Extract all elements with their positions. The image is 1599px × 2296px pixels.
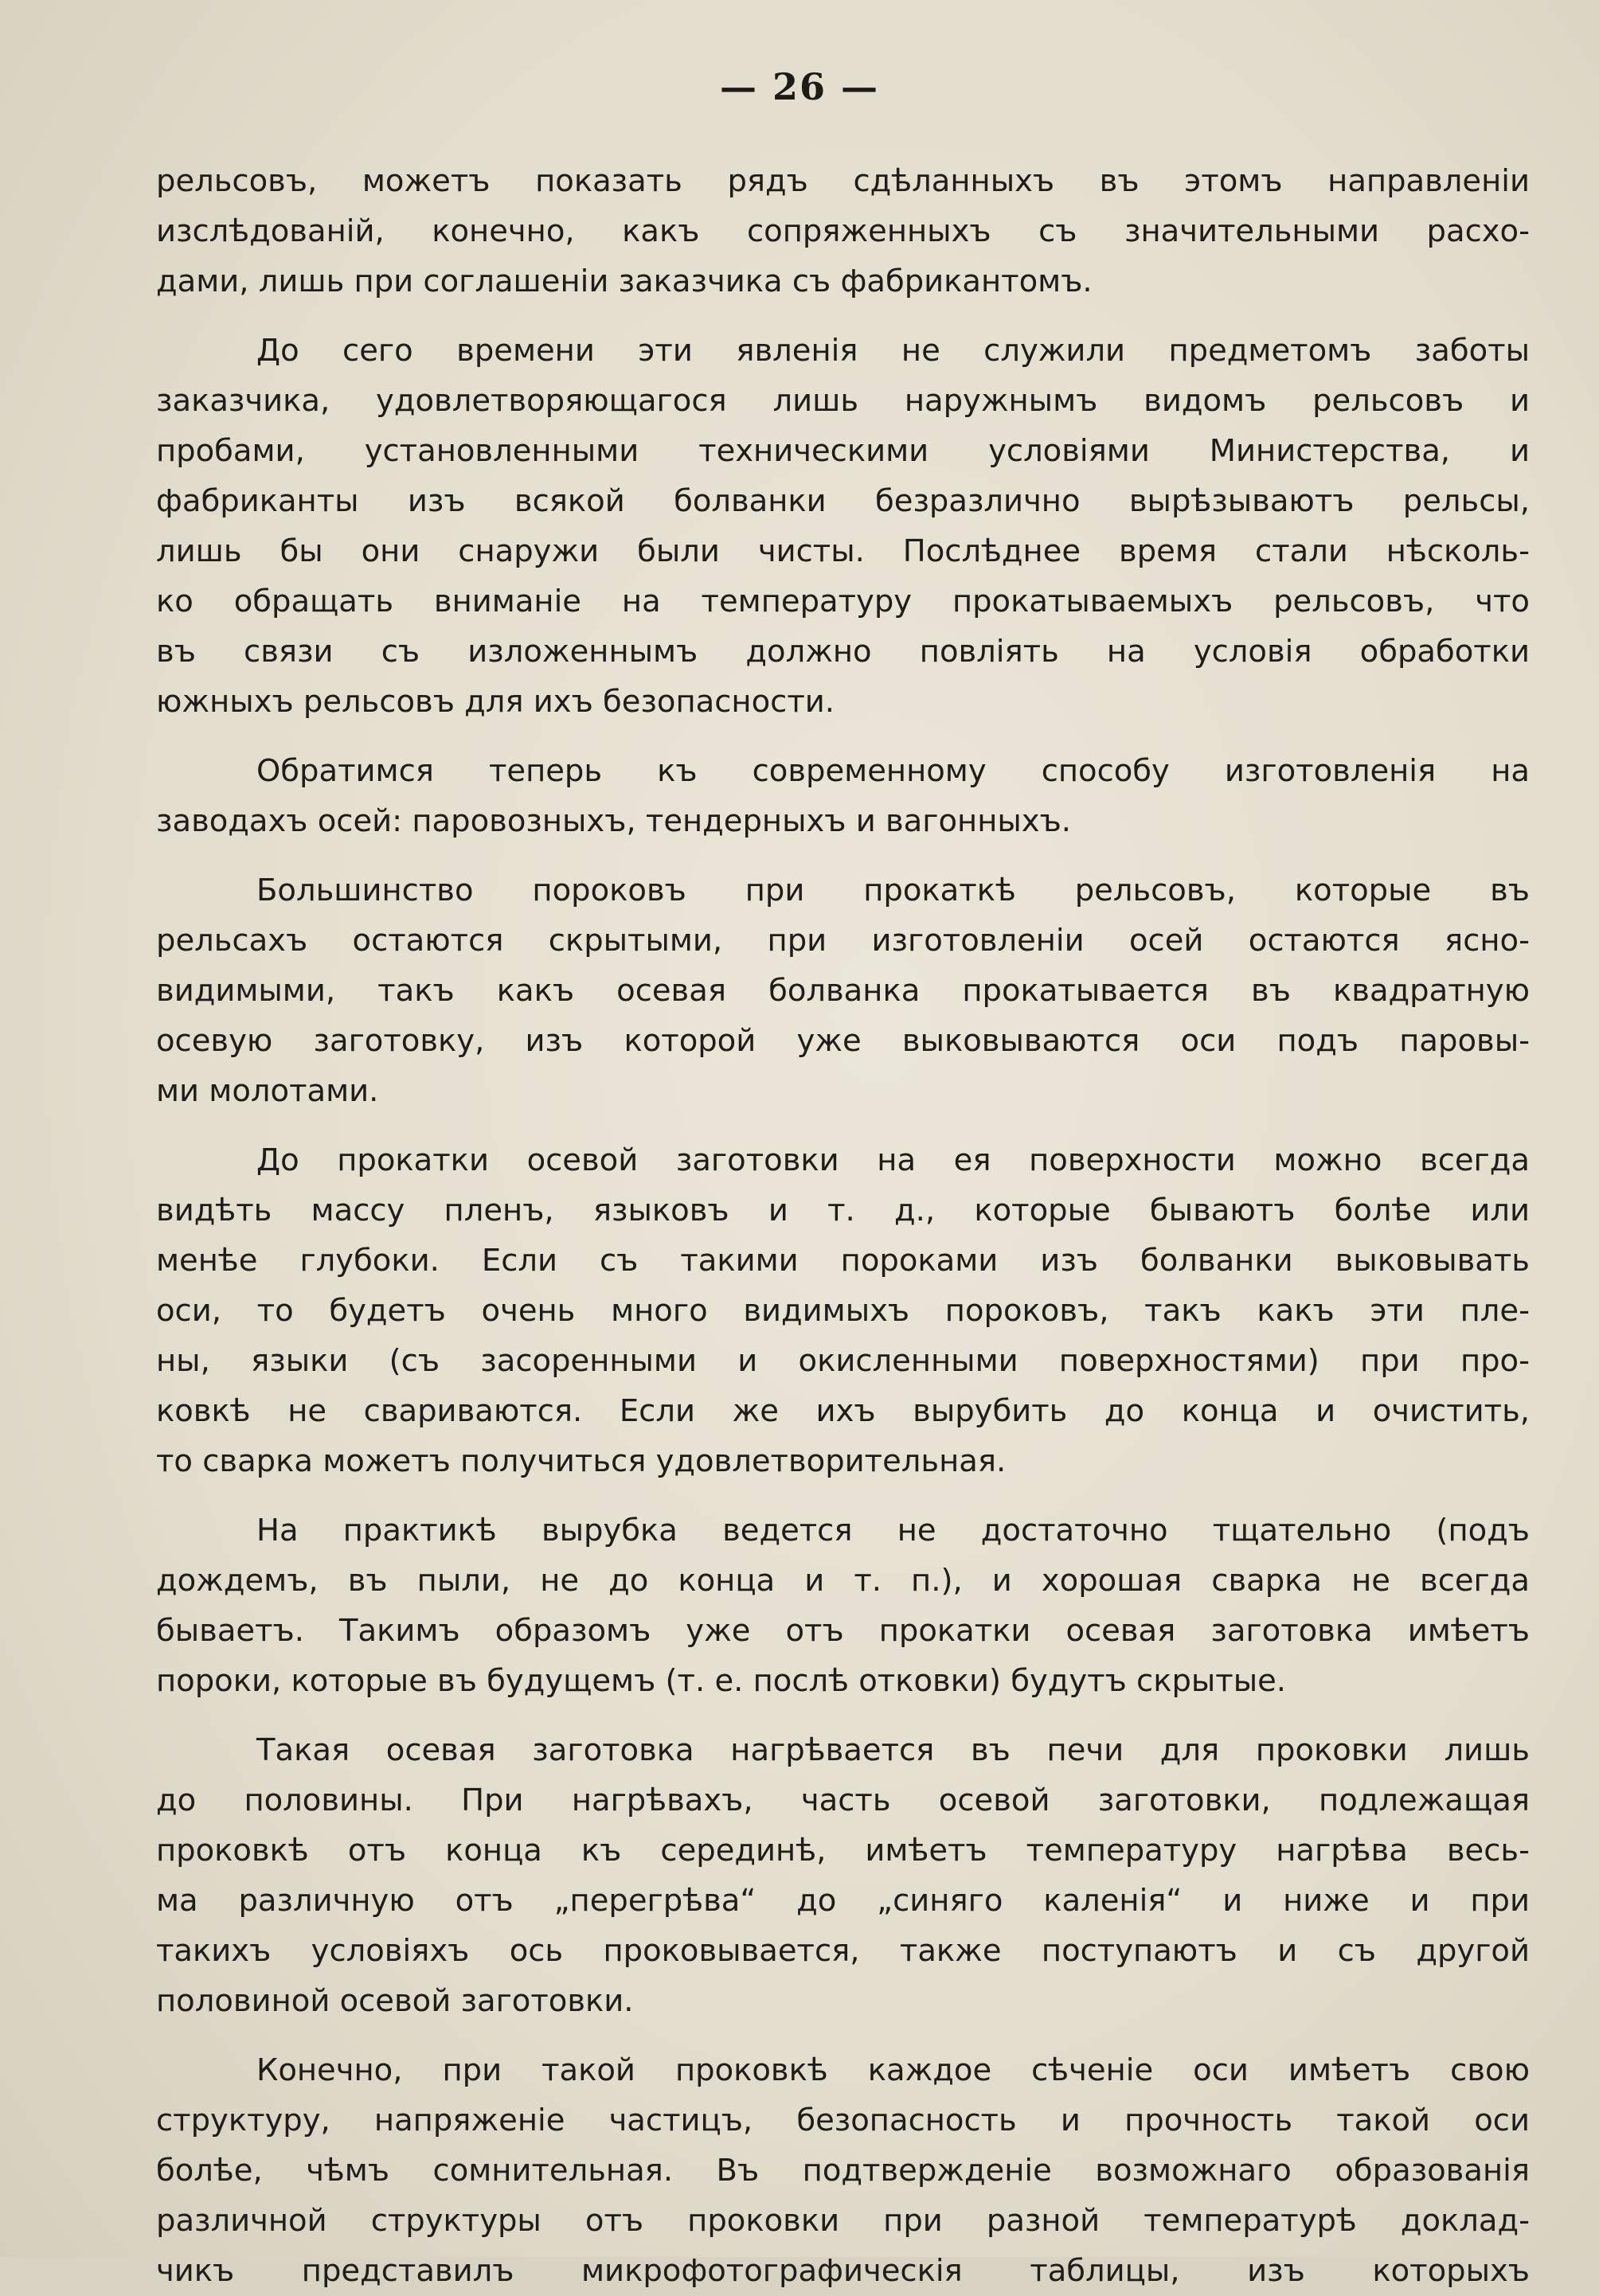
text-line: До сего времени эти явленія не служили предметомъ заботы bbox=[256, 333, 1530, 369]
text-line: дождемъ, въ пыли, не до конца и т. п.), и хорошая сварка не всегда bbox=[156, 1563, 1530, 1599]
paragraph bbox=[156, 1725, 1530, 2026]
text-line: южныхъ рельсовъ для ихъ безопасности. bbox=[156, 684, 835, 720]
text-line: лишь бы они снаружи были чисты. Послѣднее время стали нѣсколь- bbox=[156, 533, 1530, 569]
text-line: различной структуры отъ проковки при разной температурѣ доклад- bbox=[156, 2203, 1530, 2239]
text-line: въ связи съ изложеннымъ должно повліять на условія обработки bbox=[156, 634, 1530, 670]
text-line: До прокатки осевой заготовки на ея поверхности можно всегда bbox=[256, 1142, 1530, 1178]
text-line: ма различную отъ „перегрѣва“ до „синяго каленія“ и ниже и при bbox=[156, 1883, 1530, 1919]
text-line: рельсовъ, можетъ показать рядъ сдѣланныхъ въ этомъ направленіи bbox=[156, 163, 1530, 199]
body-text bbox=[156, 156, 1530, 2296]
paragraph bbox=[156, 1135, 1530, 1486]
text-line: пробами, установленными техническими условіями Министерства, и bbox=[156, 433, 1530, 469]
text-line: ковкѣ не свариваются. Если же ихъ вырубить до конца и очистить, bbox=[156, 1393, 1530, 1429]
text-line: структуру, напряженіе частицъ, безопасность и прочность такой оси bbox=[156, 2103, 1530, 2138]
paragraph bbox=[156, 746, 1530, 846]
paragraph bbox=[156, 2045, 1530, 2296]
text-line: чикъ представилъ микрофотографическія таблицы, изъ которыхъ bbox=[156, 2253, 1530, 2289]
text-line: рельсахъ остаются скрытыми, при изготовленіи осей остаются ясно- bbox=[156, 923, 1530, 959]
page-number: — 26 — bbox=[719, 65, 880, 108]
text-line: пороки, которые въ будущемъ (т. е. послѣ отковки) будутъ скрытые. bbox=[156, 1663, 1287, 1699]
text-line: ны, языки (съ засоренными и окисленными поверхностями) при про- bbox=[156, 1343, 1530, 1379]
text-line: то сварка можетъ получиться удовлетворительная. bbox=[156, 1443, 1007, 1479]
text-line: менѣе глубоки. Если съ такими пороками изъ болванки выковывать bbox=[156, 1243, 1530, 1279]
text-line: Обратимся теперь къ современному способу изготовленія на bbox=[256, 753, 1530, 789]
text-line: до половины. При нагрѣвахъ, часть осевой заготовки, подлежащая bbox=[156, 1783, 1530, 1818]
text-line: видимыми, такъ какъ осевая болванка прокатывается въ квадратную bbox=[156, 973, 1530, 1009]
text-line: дами, лишь при соглашеніи заказчика съ фабрикантомъ. bbox=[156, 264, 1093, 299]
text-line: Большинство пороковъ при прокаткѣ рельсовъ, которые въ bbox=[256, 873, 1530, 908]
text-line: изслѣдованій, конечно, какъ сопряженныхъ съ значительными расхо- bbox=[156, 213, 1530, 249]
text-line: осевую заготовку, изъ которой уже выковываются оси подъ паровы- bbox=[156, 1023, 1530, 1059]
paragraph bbox=[156, 1505, 1530, 1706]
text-line: Конечно, при такой проковкѣ каждое сѣченіе оси имѣетъ свою bbox=[256, 2052, 1530, 2088]
text-line: Такая осевая заготовка нагрѣвается въ печи для проковки лишь bbox=[256, 1732, 1530, 1768]
text-line: проковкѣ отъ конца къ серединѣ, имѣетъ температуру нагрѣва весь- bbox=[156, 1833, 1530, 1868]
text-line: На практикѣ вырубка ведется не достаточно тщательно (подъ bbox=[256, 1513, 1530, 1548]
text-line: такихъ условіяхъ ось проковывается, также поступаютъ и съ другой bbox=[156, 1933, 1530, 1969]
text-line: оси, то будетъ очень много видимыхъ пороковъ, такъ какъ эти пле- bbox=[156, 1293, 1530, 1329]
paragraph bbox=[156, 865, 1530, 1116]
text-line: половиной осевой заготовки. bbox=[156, 1983, 634, 2019]
text-line: болѣе, чѣмъ сомнительная. Въ подтвержденіе возможнаго образованія bbox=[156, 2153, 1530, 2189]
text-line: фабриканты изъ всякой болванки безразлично вырѣзываютъ рельсы, bbox=[156, 483, 1530, 519]
text-line: заказчика, удовлетворяющагося лишь наружнымъ видомъ рельсовъ и bbox=[156, 383, 1530, 419]
text-line: заводахъ осей: паровозныхъ, тендерныхъ и вагонныхъ. bbox=[156, 803, 1072, 839]
text-line: видѣть массу пленъ, языковъ и т. д., которые бываютъ болѣе или bbox=[156, 1193, 1530, 1228]
text-line: ми молотами. bbox=[156, 1073, 379, 1109]
paragraph bbox=[156, 326, 1530, 727]
text-line: бываетъ. Такимъ образомъ уже отъ прокатки осевая заготовка имѣетъ bbox=[156, 1613, 1530, 1649]
paragraph bbox=[156, 156, 1530, 307]
text-line: ко обращать вниманіе на температуру прокатываемыхъ рельсовъ, что bbox=[156, 584, 1530, 619]
